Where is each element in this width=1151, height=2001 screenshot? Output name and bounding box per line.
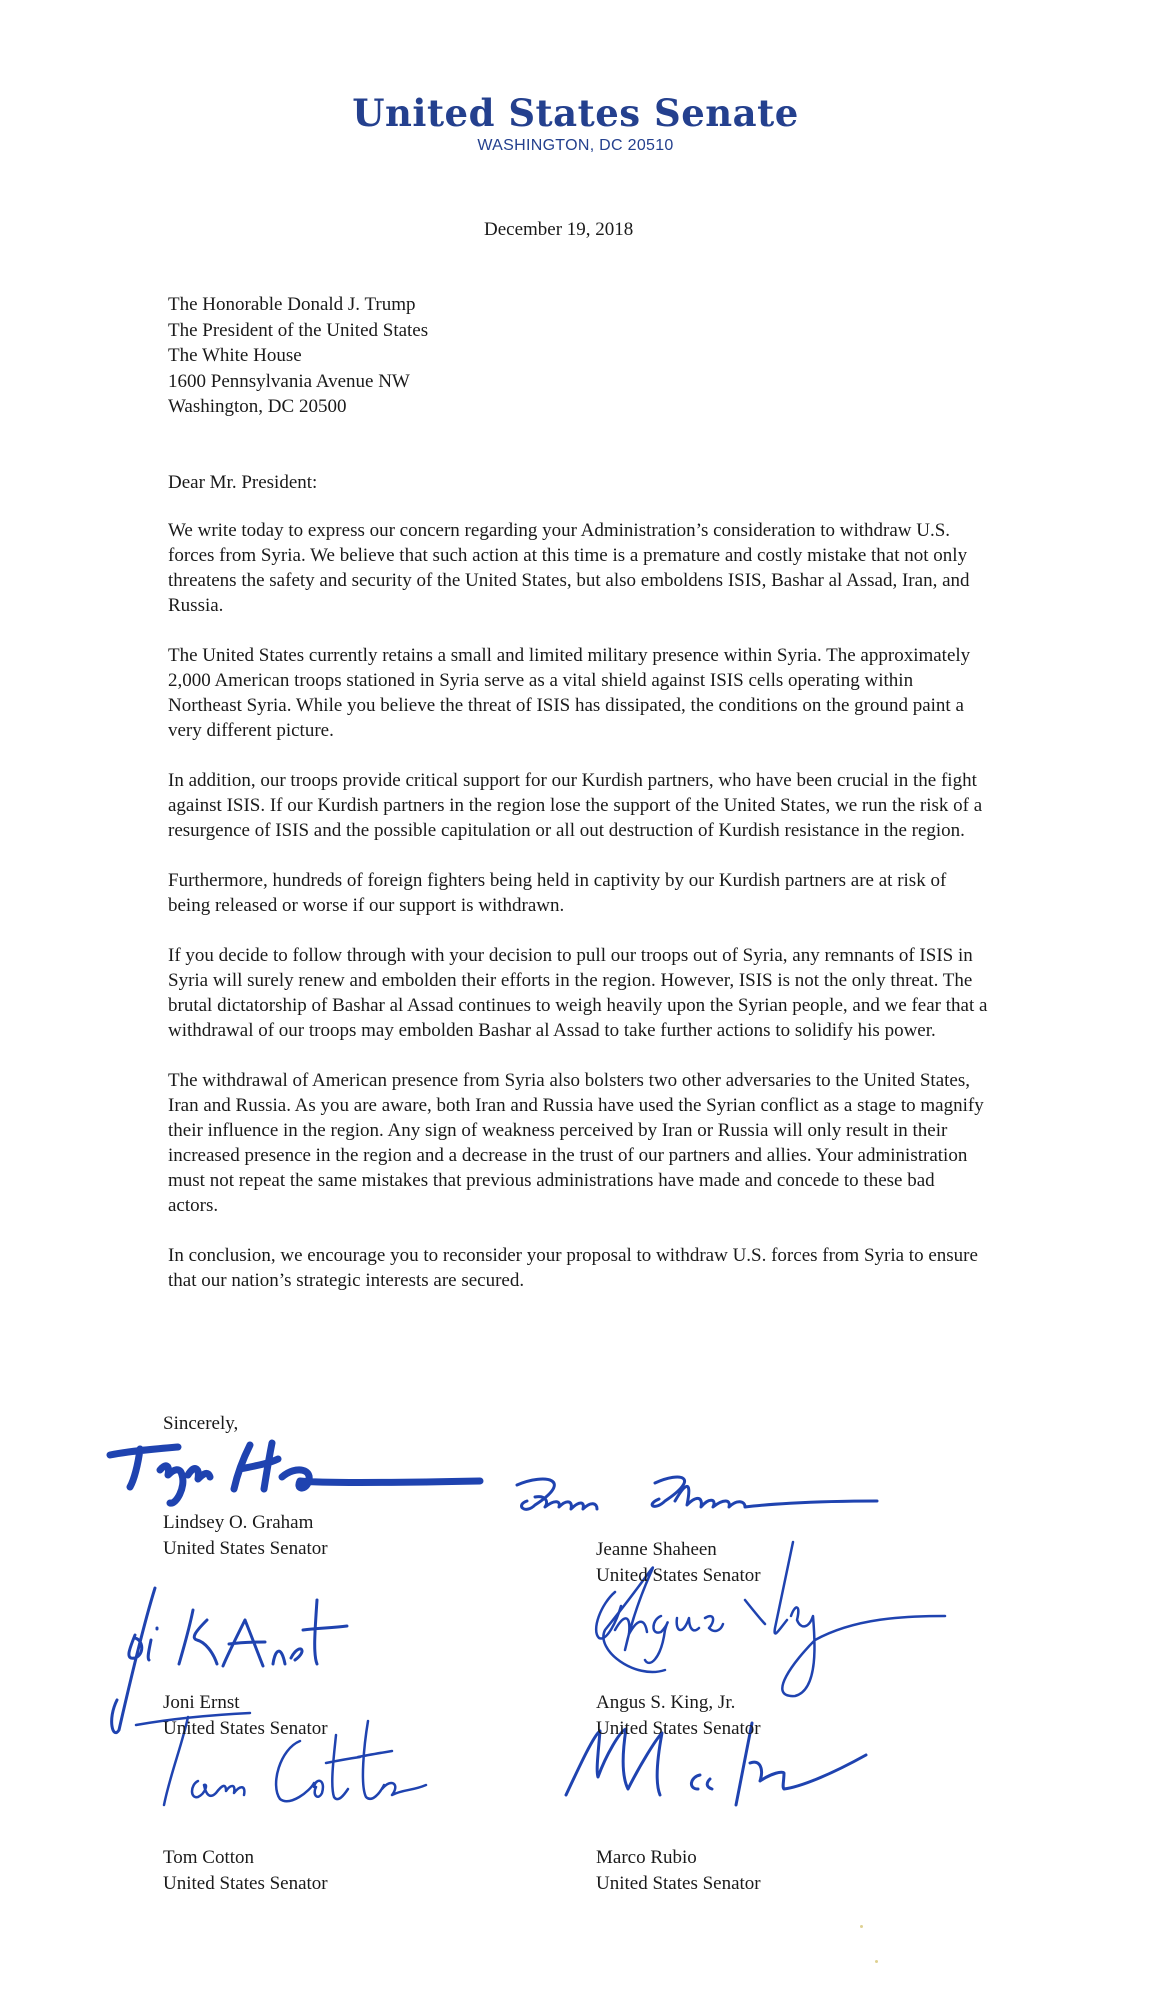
address-line: 1600 Pennsylvania Avenue NW [168,370,410,392]
signer-name: Jeanne Shaheen [596,1539,717,1560]
signer-name: Lindsey O. Graham [163,1512,314,1533]
signer-name: Angus S. King, Jr. [596,1692,736,1713]
address-line: The White House [168,345,302,366]
signer-title: United States Senator [163,1717,328,1739]
address-line: The Honorable Donald J. Trump [168,294,416,315]
letter-body [168,518,988,1318]
body-paragraph: We write today to express our concern regarding your Administration’s consideration to withdraw U.S. forces from Syria. We believe that such action at this time is a premature and costly mistake that not only threatens the safety and security of the United States, but also emboldens ISIS, Bashar al Assad, Iran, and Russia. [168,520,970,616]
body-paragraph: The withdrawal of American presence from Syria also bolsters two other adversaries to the United States, Iran and Russia. As you are aware, both Iran and Russia have used the Syrian conflict as a stage to magnify their influence in the region. Any sign of weakness perceived by Iran or Russia will only result in their increased presence in the region and a decrease in the trust of our partners and allies. Your administration must not repeat the same mistakes that previous administrations have made and concede to these bad actors. [168,1070,984,1216]
signer-name: Marco Rubio [596,1847,697,1868]
signer-block [596,1537,761,1588]
address-line: The President of the United States [168,319,429,341]
signer-name: Tom Cotton [163,1847,255,1868]
letterhead-title: United States Senate [352,91,799,135]
signer-block [596,1690,761,1741]
signer-title: United States Senator [163,1537,328,1559]
paper-speck [875,1960,878,1963]
body-paragraph: If you decide to follow through with your decision to pull our troops out of Syria, any remnants of ISIS in Syria will surely renew and embolden their efforts in the region. However, ISIS is not the only threat. The brutal dictatorship of Bashar al Assad continues to weigh heavily upon the Syrian people, and we fear that a withdrawal of our troops may embolden Bashar al Assad to take further actions to solidify his power. [168,945,988,1041]
address-line: Washington, DC 20500 [168,396,347,417]
signer-block [163,1845,328,1896]
signer-title: United States Senator [163,1872,328,1894]
body-paragraph: In conclusion, we encourage you to reconsider your proposal to withdraw U.S. forces from Syria to ensure that our nation’s strategic interests are secured. [168,1245,978,1291]
body-paragraph: In addition, our troops provide critical support for our Kurdish partners, who have been crucial in the fight against ISIS. If our Kurdish partners in the region lose the support of the United States, we run the risk of a resurgence of ISIS and the possible capitulation or all out destruction of Kurdish resistance in the region. [168,770,983,841]
signer-title: United States Senator [596,1717,761,1739]
salutation: Dear Mr. President: [168,472,318,493]
signer-block [163,1510,328,1561]
body-paragraph: The United States currently retains a small and limited military presence within Syria. The approximately 2,000 American troops stationed in Syria serve as a vital shield against ISIS cells operating within Northeast Syria. While you believe the threat of ISIS has dissipated, the conditions on the ground paint a very different picture. [168,645,971,741]
letterhead-city: WASHINGTON, DC 20510 [477,137,674,154]
signer-title: United States Senator [596,1564,761,1586]
body-paragraph: Furthermore, hundreds of foreign fighters being held in captivity by our Kurdish partners are at risk of being released or worse if our support is withdrawn. [168,870,947,916]
signer-block [163,1690,328,1741]
closing: Sincerely, [163,1413,239,1434]
letter-date: December 19, 2018 [484,219,634,240]
letterhead [0,92,1151,155]
paper-speck [860,1925,863,1928]
signer-name: Joni Ernst [163,1692,240,1713]
signer-title: United States Senator [596,1872,761,1894]
signature-graham [100,1425,500,1515]
recipient-address [168,292,428,420]
signer-block [596,1845,761,1896]
